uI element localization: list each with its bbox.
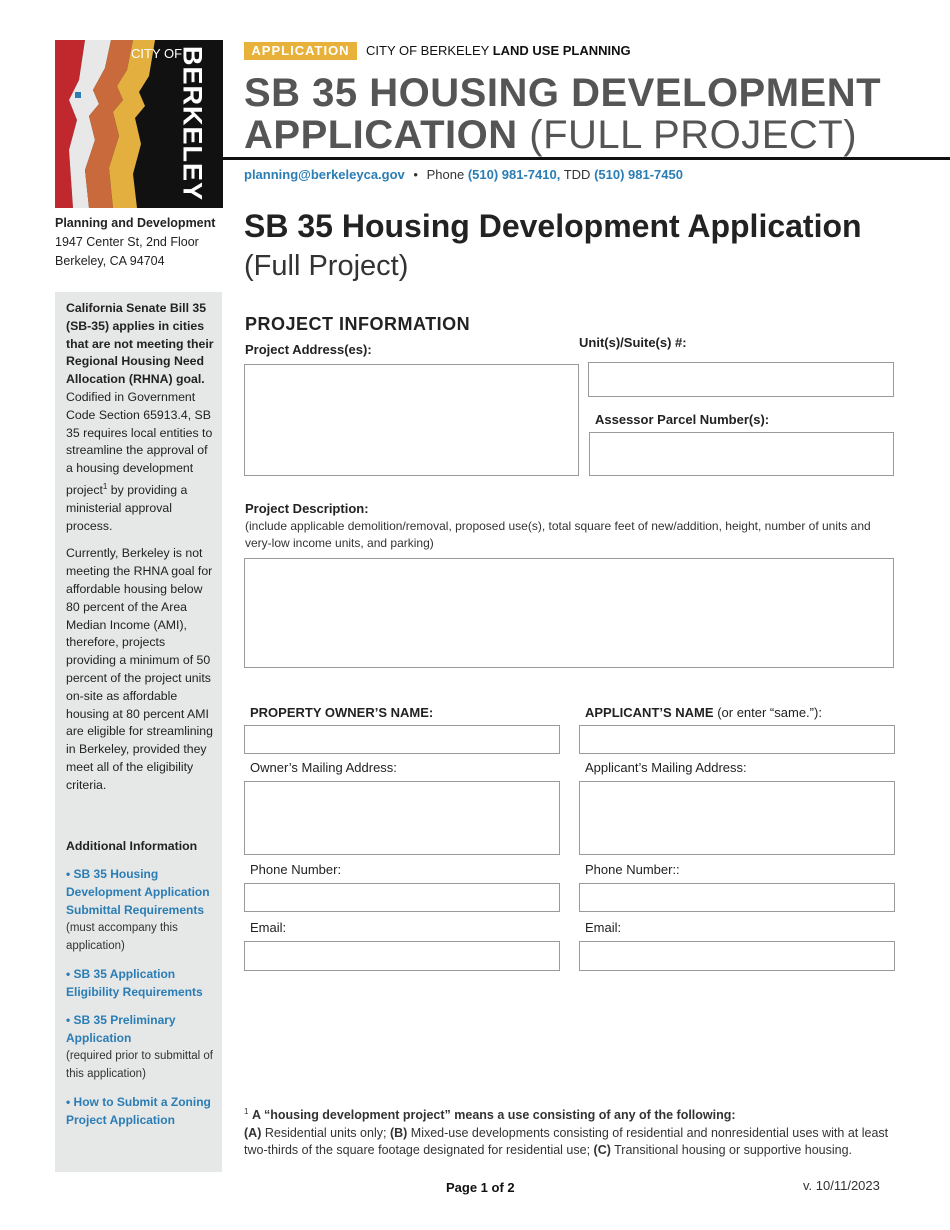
description-field[interactable] [244,558,894,668]
sidebar-link-submittal[interactable] [66,865,218,955]
owner-name-label: PROPERTY OWNER’S NAME: [250,705,434,720]
sidebar-link-note: (must accompany this application) [66,922,178,952]
logo-berkeley: BERKELEY [177,45,208,202]
owner-phone-label: Phone Number: [250,862,342,877]
tdd-label: TDD [563,167,591,182]
owner-name-field[interactable] [244,725,560,754]
section-heading: PROJECT INFORMATION [245,314,471,334]
owner-address-field[interactable] [244,781,560,855]
office-address [55,214,215,271]
dept-bold: LAND USE PLANNING [492,43,631,58]
additional-info-heading: Additional Information [66,839,198,853]
footnote-b-text: Mixed-use developments consisting of residential and nonresidential uses with at least two-thirds of the square footage designated for residential use; [244,1125,889,1158]
applicant-phone-label: Phone Number:: [585,862,680,877]
sidebar-link-preliminary[interactable] [66,1011,218,1083]
sidebar-p1-rest: Codified in Government Code Section 65913.4, SB 35 requires local entities to streamline the approval of a housing development project [66,389,213,498]
sidebar-link-label[interactable]: • SB 35 Application Eligibility Requirements [66,967,203,999]
sidebar-link-note: (required prior to submittal of this application) [66,1050,214,1080]
title-line1: SB 35 HOUSING DEVELOPMENT [244,71,882,115]
phone-label: Phone [426,167,465,182]
footnote-b: (B) [389,1125,408,1140]
applicant-address-label: Applicant’s Mailing Address: [585,760,747,775]
applicant-address-field[interactable] [579,781,895,855]
form-subtitle: (Full Project) [244,250,409,282]
version-date: v. 10/11/2023 [803,1178,880,1193]
footnote [244,1103,894,1160]
applicant-email-label: Email: [585,920,622,935]
applicant-name-label [585,705,822,720]
office-street: 1947 Center St, 2nd Floor [55,235,199,249]
footnote-heading-line [244,1103,894,1125]
city-logo [55,40,223,208]
footnote-c-text: Transitional housing or supportive housing. [614,1143,853,1158]
header-rule [223,157,950,160]
description-note: (include applicable demolition/removal, proposed use(s), total square feet of new/addition, height, number of units and very-low income units, and parking) [245,519,871,550]
contact-line [244,167,683,182]
owner-email-field[interactable] [244,941,560,971]
contact-bullet: • [413,167,418,182]
sidebar-text [66,300,216,805]
additional-info [66,837,218,1139]
owner-address-label: Owner’s Mailing Address: [250,760,397,775]
applicant-name-bold: APPLICANT’S NAME [585,705,714,720]
title-line2 [244,114,881,156]
office-name: Planning and Development [55,216,216,230]
title-line2-bold: APPLICATION [244,113,518,157]
applicant-email-field[interactable] [579,941,895,971]
sidebar-link-label[interactable]: • SB 35 Preliminary Application [66,1013,176,1045]
footnote-marker: 1 [102,481,108,491]
department-line [366,43,631,58]
footnote-a: (A) [244,1125,262,1140]
unit-suite-field[interactable] [588,362,894,397]
sidebar-link-label[interactable]: • SB 35 Housing Development Application Submittal Requirements [66,867,210,917]
owner-phone-field[interactable] [244,883,560,912]
office-city: Berkeley, CA 94704 [55,254,165,268]
apn-label: Assessor Parcel Number(s): [595,412,770,427]
applicant-phone-field[interactable] [579,883,895,912]
project-address-label: Project Address(es): [245,342,372,357]
owner-email-label: Email: [250,920,287,935]
sidebar-p1-bold: California Senate Bill 35 (SB-35) applies in cities that are not meeting their Regional Housing Need Allocation (RHNA) goal. [66,301,214,387]
footnote-number: 1 [244,1107,249,1116]
sidebar-paragraph-2: Currently, Berkeley is not meeting the RHNA goal for affordable housing below 80 percent of the Area Median Income (AMI), therefore, projects providing a minimum of 50 percent of the project units on-site as affordable housing at 80 percent AMI are eligible for streamlining in Berkeley, provided they meet all of the eligibility criteria. [66,546,213,792]
footnote-a-text: Residential units only; [264,1125,387,1140]
applicant-name-note: (or enter “same.”): [717,705,822,720]
footnote-c: (C) [593,1143,611,1158]
application-tag: APPLICATION [244,42,357,60]
email-link[interactable]: planning@berkeleyca.gov [244,167,405,182]
footnote-heading: A “housing development project” means a use consisting of any of the following: [251,1108,736,1123]
project-address-field[interactable] [244,364,579,476]
unit-suite-label: Unit(s)/Suite(s) #: [579,335,687,350]
tdd-number: (510) 981-7450 [594,167,683,182]
dept-prefix: CITY OF BERKELEY [366,43,490,58]
sidebar-paragraph-1 [66,300,216,535]
sidebar-link-how-to-submit[interactable] [66,1093,218,1129]
logo-city-of: CITY OF [131,46,183,61]
sidebar-link-label[interactable]: • How to Submit a Zoning Project Application [66,1095,211,1127]
apn-field[interactable] [589,432,894,476]
applicant-name-field[interactable] [579,725,895,754]
description-label: Project Description: [245,501,369,516]
page-title [244,72,881,156]
page-number: Page 1 of 2 [446,1180,515,1195]
phone-number: (510) 981-7410, [467,167,561,182]
form-title: SB 35 Housing Development Application [244,208,862,244]
logo-berkeley-wrap [173,45,213,206]
sidebar-p1-end: by providing a ministerial approval process. [66,483,188,533]
footnote-body [244,1125,894,1160]
title-line2-light: (FULL PROJECT) [529,113,858,157]
sidebar-link-eligibility[interactable] [66,965,218,1001]
